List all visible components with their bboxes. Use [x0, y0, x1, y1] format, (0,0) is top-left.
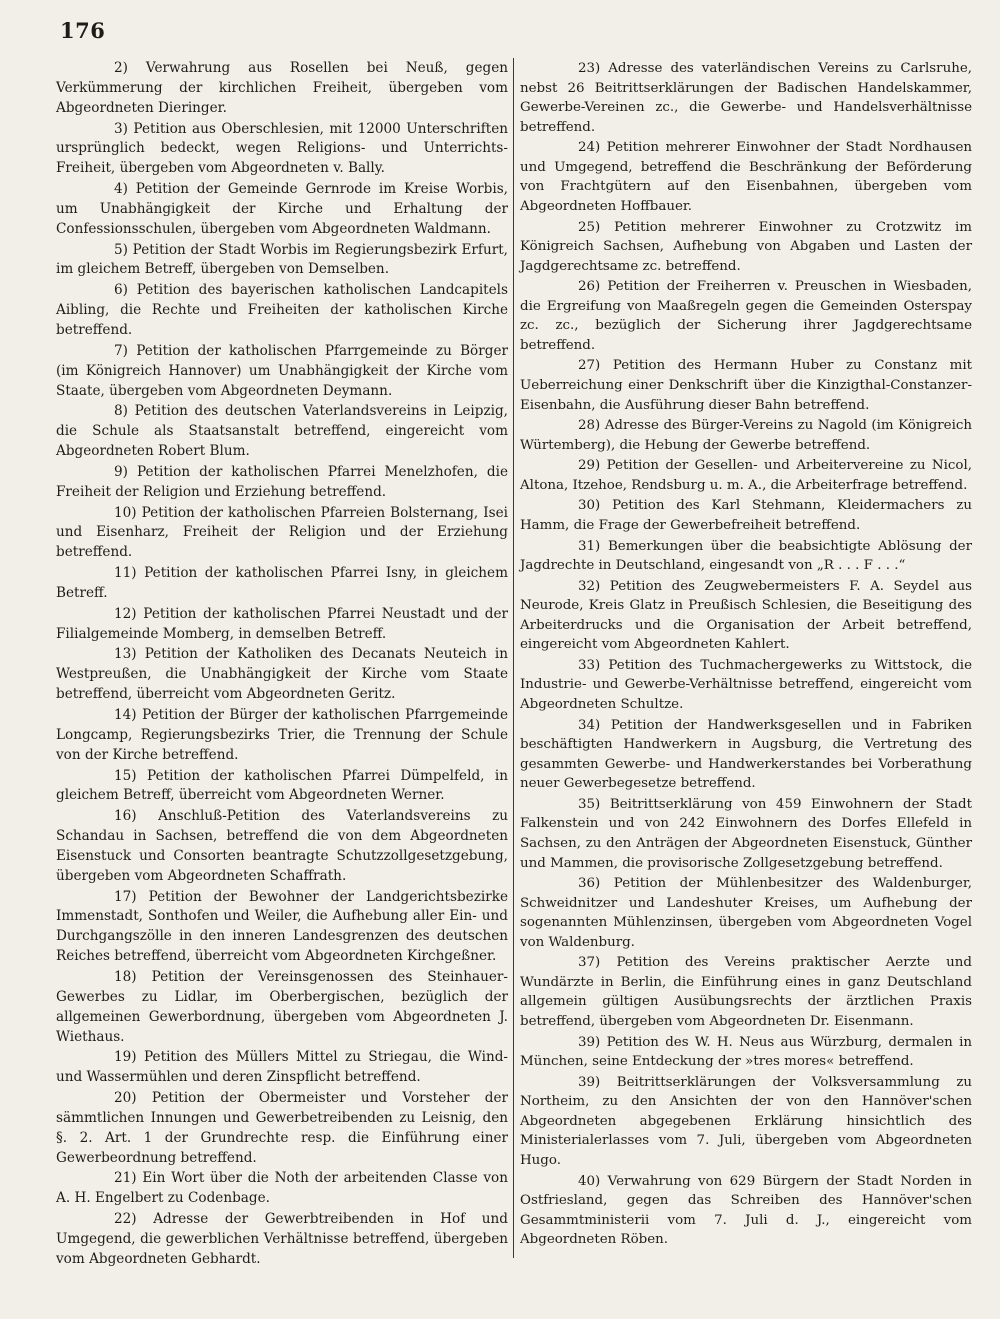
petition-entry: 19) Petition des Müllers Mittel zu Striegau, die Wind- und Wassermühlen und deren Zinspflicht betreffend.: [56, 1049, 508, 1086]
petition-entry: 13) Petition der Katholiken des Decanats Neuteich in Westpreußen, die Unabhängigkeit der Kirche vom Staate betreffend, überreicht vom Abgeordneten Geritz.: [56, 646, 508, 703]
petition-entry: 12) Petition der katholischen Pfarrei Neustadt und der Filialgemeinde Momberg, in demselben Betreff.: [56, 605, 508, 642]
petition-entry: 9) Petition der katholischen Pfarrei Menelzhofen, die Freiheit der Religion und Erziehung betreffend.: [56, 463, 508, 500]
petition-entry: 5) Petition der Stadt Worbis im Regierungsbezirk Erfurt, im gleichem Betreff, übergeben von Demselben.: [56, 241, 508, 278]
right-column: [520, 59, 972, 1251]
petition-entry: 11) Petition der katholischen Pfarrei Isny, in gleichem Betreff.: [56, 565, 508, 601]
petition-entry: 16) Anschluß-Petition des Vaterlandsvereins zu Schandau in Sachsen, betreffend die von dem Abgeordneten Eisenstuck und Consorten beantragte Schutzzollgesetzgebung, übergeben vom Abgeordneten Schaffrath.: [56, 808, 508, 884]
petition-entry: 2) Verwahrung aus Rosellen bei Neuß, gegen Verkümmerung der kirchlichen Freiheit, übergeben vom Abgeordneten Dieringer.: [56, 60, 508, 116]
petition-entry: 18) Petition der Vereinsgenossen des Steinhauer-Gewerbes zu Lidlar, im Oberbergischen, bezüglich der allgemeinen Gewerbordnung, übergeben vom Abgeordneten J. Wiethaus.: [56, 968, 508, 1045]
petition-entry: 32) Petition des Zeugwebermeisters F. A. Seydel aus Neurode, Kreis Glatz in Preußisch Schlesien, die Beseitigung des Arbeiterdrucks und die Organisation der Arbeit betreffend, eingereicht vom Abgeordneten Kahlert.: [520, 578, 972, 653]
petition-entry: 17) Petition der Bewohner der Landgerichtsbezirke Immenstadt, Sonthofen und Weiler, die Aufhebung aller Ein- und Durchgangszölle in den inneren Landesgrenzen des deutschen Reiches betreffend, überreicht vom Abgeordneten Kirchgeßner.: [56, 888, 508, 965]
petition-entry: 35) Beitrittserklärung von 459 Einwohnern der Stadt Falkenstein und von 242 Einwohnern des Dorfes Ellefeld in Sachsen, zu den Anträgen der Abgeordneten Eisenstuck, Günther und Mammen, die provisorische Zollgesetzgebung betreffend.: [520, 796, 972, 871]
petition-entry: 24) Petition mehrerer Einwohner der Stadt Nordhausen und Umgegend, betreffend die Beschränkung der Beförderung von Frachtgütern auf den Eisenbahnen, übergeben vom Abgeordneten Hoffbauer.: [520, 140, 972, 214]
petition-entry: 7) Petition der katholischen Pfarrgemeinde zu Börger (im Königreich Hannover) um Unabhängigkeit der Kirche vom Staate, übergeben vom Abgeordneten Deymann.: [56, 342, 508, 399]
petition-entry: 25) Petition mehrerer Einwohner zu Crotzwitz im Königreich Sachsen, Aufhebung von Abgaben und Lasten der Jagdgerechtsame zc. betreffend.: [520, 219, 972, 274]
petition-entry: 3) Petition aus Oberschlesien, mit 12000 Unterschriften ursprünglich bedeckt, wegen Religions- und Unterrichts-Freiheit, übergeben vom Abgeordneten v. Bally.: [56, 120, 508, 177]
petition-entry: 14) Petition der Bürger der katholischen Pfarrgemeinde Longcamp, Regierungsbezirks Trier, die Trennung der Schule von der Kirche betreffend.: [56, 707, 508, 763]
petition-entry: 4) Petition der Gemeinde Gernrode im Kreise Worbis, um Unabhängigkeit der Kirche und Erhaltung der Confessionsschulen, übergeben vom Abgeordneten Waldmann.: [56, 181, 508, 237]
petition-entry: 31) Bemerkungen über die beabsichtigte Ablösung der Jagdrechte in Deutschland, eingesandt von „R . . . F . . .“: [520, 538, 972, 574]
petition-entry: 28) Adresse des Bürger-Vereins zu Nagold (im Königreich Würtemberg), die Hebung der Gewerbe betreffend.: [520, 418, 972, 453]
petition-entry: 34) Petition der Handwerksgesellen und in Fabriken beschäftigten Handwerkern in Augsburg, die Vertretung des gesammten Gewerbe- und Handwerkerstandes bei Vorberathung neuer Gewerbegesetze betreffend.: [520, 717, 972, 792]
petition-entry: 39) Beitrittserklärungen der Volksversammlung zu Northeim, zu den Ansichten der von den Hannöver'schen Abgeordneten abgegebenen Erklärung hinsichtlich des Ministerialerlasses vom 7. Juli, übergeben vom Abgeordneten Hugo.: [520, 1074, 972, 1168]
petition-entry: 10) Petition der katholischen Pfarreien Bolsternang, Isei und Eisenharz, Freiheit der Religion und der Erziehung betreffend.: [56, 504, 508, 561]
petition-entry: 21) Ein Wort über die Noth der arbeitenden Classe von A. H. Engelbert zu Codenbage.: [56, 1170, 508, 1207]
petition-entry: 33) Petition des Tuchmachergewerks zu Wittstock, die Industrie- und Gewerbe-Verhältnisse betreffend, eingereicht vom Abgeordneten Schultze.: [520, 657, 972, 712]
petition-entry: 23) Adresse des vaterländischen Vereins zu Carlsruhe, nebst 26 Beitrittserklärungen der Badischen Handelskammer, Gewerbe-Vereinen zc., die Gewerbe- und Handelsverhältnisse betreffend.: [520, 61, 972, 135]
petition-entry: 39) Petition des W. H. Neus aus Würzburg, dermalen in München, seine Entdeckung der »tres mores« betreffend.: [520, 1034, 972, 1070]
petition-entry: 20) Petition der Obermeister und Vorsteher der sämmtlichen Innungen und Gewerbetreibenden zu Leisnig, den §. 2. Art. 1 der Grundrechte resp. die Einführung einer Gewerbeordnung betreffend.: [56, 1090, 508, 1166]
petition-entry: 29) Petition der Gesellen- und Arbeitervereine zu Nicol, Altona, Itzehoe, Rendsburg u. m. A., die Arbeiterfrage betreffend.: [520, 458, 972, 493]
petition-entry: 15) Petition der katholischen Pfarrei Dümpelfeld, in gleichem Betreff, überreicht vom Abgeordneten Werner.: [56, 767, 508, 804]
left-column: [56, 59, 508, 1271]
petition-entry: 40) Verwahrung von 629 Bürgern der Stadt Norden in Ostfriesland, gegen das Schreiben des Hannöver'schen Gesammtministerii vom 7. Juli d. J., eingereicht vom Abgeordneten Röben.: [520, 1173, 972, 1248]
column-divider: [513, 58, 514, 1258]
petition-entry: 26) Petition der Freiherren v. Preuschen in Wiesbaden, die Ergreifung von Maaßregeln gegen die Gemeinden Osterspay zc. zc., bezüglich der Sicherung ihrer Jagdgerechtsame betreffend.: [520, 279, 972, 353]
petition-entry: 30) Petition des Karl Stehmann, Kleidermachers zu Hamm, die Frage der Gewerbefreiheit betreffend.: [520, 498, 972, 533]
petition-entry: 8) Petition des deutschen Vaterlandsvereins in Leipzig, die Schule als Staatsanstalt betreffend, eingereicht vom Abgeordneten Robert Blum.: [56, 403, 508, 460]
petition-entry: 36) Petition der Mühlenbesitzer des Waldenburger, Schweidnitzer und Landeshuter Kreises, um Aufhebung der sogenannten Mühlenzinsen, übergeben vom Abgeordneten Vogel von Waldenburg.: [520, 876, 972, 950]
petition-entry: 27) Petition des Hermann Huber zu Constanz mit Ueberreichung einer Denkschrift über die Kinzigthal-Constanzer-Eisenbahn, die Ausführung dieser Bahn betreffend.: [520, 358, 972, 413]
petition-entry: 6) Petition des bayerischen katholischen Landcapitels Aibling, die Rechte und Freiheiten der katholischen Kirche betreffend.: [56, 282, 508, 338]
petition-entry: 22) Adresse der Gewerbtreibenden in Hof und Umgegend, die gewerblichen Verhältnisse betreffend, übergeben vom Abgeordneten Gebhardt.: [56, 1211, 508, 1267]
page-number: 176: [60, 18, 106, 43]
petition-entry: 37) Petition des Vereins praktischer Aerzte und Wundärzte in Berlin, die Einführung eines in ganz Deutschland allgemein gültigen Ausübungsrechts der ärztlichen Praxis betreffend, übergeben vom Abgeordneten Dr. Eisenmann.: [520, 955, 972, 1029]
